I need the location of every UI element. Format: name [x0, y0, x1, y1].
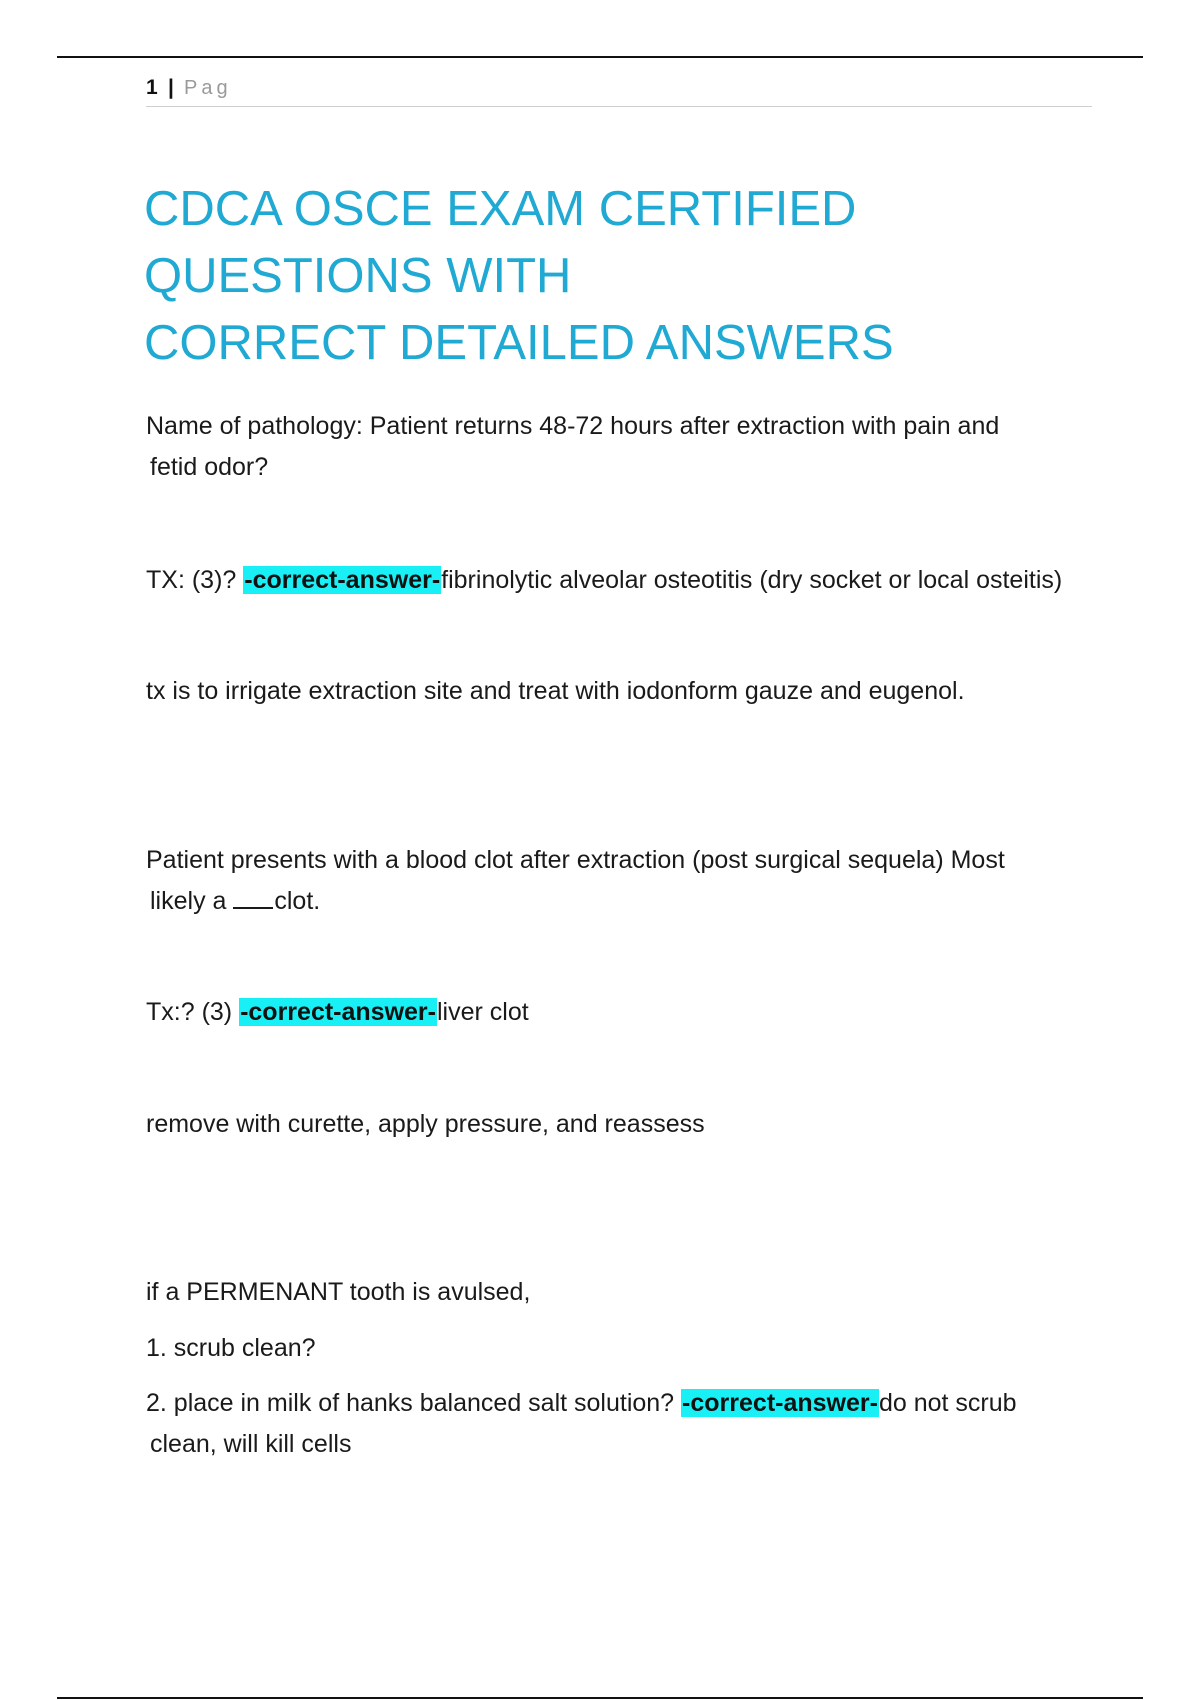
question-1-line-1: Name of pathology: Patient returns 48-72 hours after extraction with pain and: [146, 412, 1000, 440]
question-2-line-1: Patient presents with a blood clot after extraction (post surgical sequela) Most: [146, 846, 1005, 874]
correct-answer-marker: -correct-answer-: [244, 566, 441, 594]
answer-text-line-2: clean, will kill cells: [150, 1430, 352, 1458]
treatment-prefix: Tx:? (3): [146, 998, 240, 1026]
treatment-prefix: TX: (3)?: [146, 566, 244, 594]
document-title: [144, 176, 1134, 377]
page-header: [146, 76, 1092, 107]
question-3-item-2: [146, 1383, 1106, 1465]
page-label: Pag: [184, 77, 232, 99]
title-line-2: CORRECT DETAILED ANSWERS: [144, 316, 894, 370]
question-1: [146, 406, 1106, 488]
correct-answer-marker: -correct-answer-: [682, 1389, 878, 1417]
question-1-treatment: [146, 560, 1106, 601]
answer-text: fibrinolytic alveolar osteotitis (dry socket or local osteitis): [441, 566, 1063, 594]
question-2-after-blank: clot.: [274, 887, 321, 915]
correct-answer-marker: -correct-answer-: [240, 998, 436, 1026]
question-1-line-2: fetid odor?: [150, 453, 269, 481]
question-2-line-2: [146, 881, 1106, 922]
bottom-rule: [57, 1697, 1143, 1699]
page-separator: |: [168, 76, 174, 99]
question-2-before-blank: likely a: [150, 887, 234, 915]
question-3-item-1: 1. scrub clean?: [146, 1334, 316, 1362]
fill-in-blank: [233, 885, 273, 909]
item-2-prefix: 2. place in milk of hanks balanced salt solution?: [146, 1389, 682, 1417]
question-2-note: remove with curette, apply pressure, and reassess: [146, 1110, 705, 1138]
top-rule: [57, 56, 1143, 58]
question-3-intro: if a PERMENANT tooth is avulsed,: [146, 1278, 531, 1306]
question-2: [146, 840, 1106, 922]
title-line-1: CDCA OSCE EXAM CERTIFIED QUESTIONS WITH: [144, 182, 857, 303]
question-2-treatment: [146, 992, 1106, 1033]
answer-text-line-1: do not scrub: [878, 1389, 1017, 1417]
question-1-note: tx is to irrigate extraction site and treat with iodonform gauze and eugenol.: [146, 677, 965, 705]
page-number: 1: [146, 76, 158, 99]
answer-text: liver clot: [436, 998, 529, 1026]
